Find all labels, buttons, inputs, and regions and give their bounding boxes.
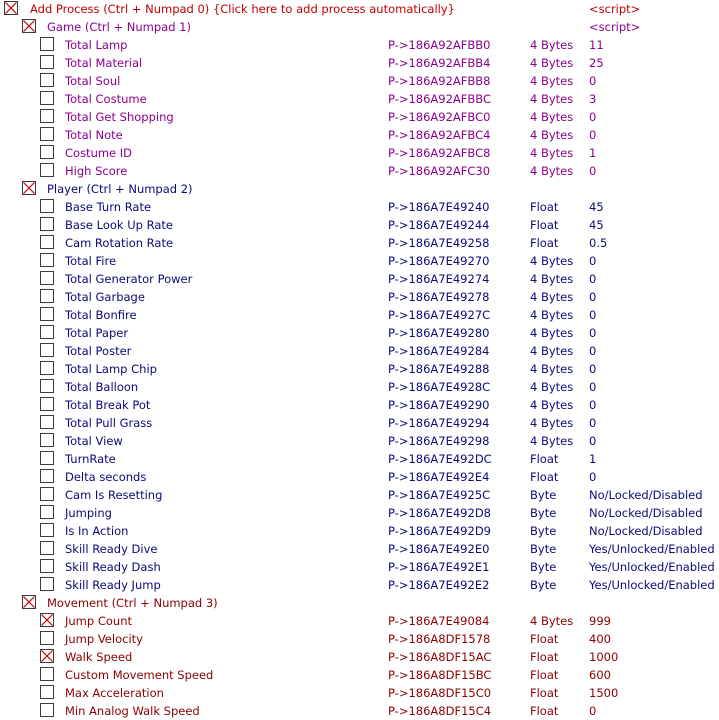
value: 11 xyxy=(589,38,604,52)
table-row-skill-ready-dash[interactable] xyxy=(0,558,719,576)
table-row-cam-is-resetting[interactable] xyxy=(0,486,719,504)
checkbox[interactable] xyxy=(40,433,54,447)
group-row-movement[interactable] xyxy=(0,594,719,612)
value: 45 xyxy=(589,200,604,214)
value: No/Locked/Disabled xyxy=(589,524,703,538)
table-row-costume-id[interactable] xyxy=(0,144,719,162)
description: Total Get Shopping xyxy=(65,110,174,124)
address: P->186A92AFC30 xyxy=(388,164,491,178)
description: Movement (Ctrl + Numpad 3) xyxy=(47,596,218,610)
address: P->186A8DF15BC xyxy=(388,668,492,682)
value-type: 4 Bytes xyxy=(530,326,574,340)
address: P->186A92AFBBC xyxy=(388,92,492,106)
checkbox[interactable] xyxy=(40,343,54,357)
value: 0 xyxy=(589,470,597,484)
value-type: Byte xyxy=(530,524,557,538)
value: 1000 xyxy=(589,650,619,664)
table-row-total-paper[interactable] xyxy=(0,324,719,342)
table-row-cam-rotation-rate[interactable] xyxy=(0,234,719,252)
checkbox-checked[interactable] xyxy=(22,19,36,33)
checkbox[interactable] xyxy=(40,703,54,717)
value-type: Float xyxy=(530,452,559,466)
table-row-turnrate[interactable] xyxy=(0,450,719,468)
table-row-total-break-pot[interactable] xyxy=(0,396,719,414)
value: 0.5 xyxy=(589,236,608,250)
checkbox[interactable] xyxy=(40,235,54,249)
checkbox[interactable] xyxy=(40,523,54,537)
x-mark-icon xyxy=(41,650,53,662)
checkbox[interactable] xyxy=(40,253,54,267)
table-row-base-look-up-rate[interactable] xyxy=(0,216,719,234)
address: P->186A8DF15C0 xyxy=(388,686,492,700)
address: P->186A92AFBC8 xyxy=(388,146,491,160)
address: P->186A7E49270 xyxy=(388,254,490,268)
description: Total Lamp Chip xyxy=(65,362,157,376)
value-type: Byte xyxy=(530,488,557,502)
description: Total Pull Grass xyxy=(65,416,153,430)
value-type: 4 Bytes xyxy=(530,254,574,268)
value-type: 4 Bytes xyxy=(530,128,574,142)
value: 0 xyxy=(589,398,597,412)
value-type: Byte xyxy=(530,506,557,520)
value: 0 xyxy=(589,416,597,430)
value-type: 4 Bytes xyxy=(530,74,574,88)
checkbox[interactable] xyxy=(40,487,54,501)
value: 0 xyxy=(589,272,597,286)
table-row-jump-count[interactable] xyxy=(0,612,719,630)
checkbox[interactable] xyxy=(40,685,54,699)
description: Cam Is Resetting xyxy=(65,488,163,502)
value-type: 4 Bytes xyxy=(530,290,574,304)
address: P->186A7E492DC xyxy=(388,452,492,466)
description: Add Process (Ctrl + Numpad 0) {Click here to add process automatically} xyxy=(30,2,455,16)
checkbox-checked[interactable] xyxy=(4,1,18,15)
value: 600 xyxy=(589,668,611,682)
checkbox[interactable] xyxy=(40,91,54,105)
checkbox[interactable] xyxy=(40,577,54,591)
table-row-total-material[interactable] xyxy=(0,54,719,72)
table-row-custom-movement-speed[interactable] xyxy=(0,666,719,684)
value-type: Float xyxy=(530,470,559,484)
value-type: Float xyxy=(530,218,559,232)
checkbox[interactable] xyxy=(40,127,54,141)
table-row-total-lamp[interactable] xyxy=(0,36,719,54)
address: P->186A7E49258 xyxy=(388,236,490,250)
address: P->186A8DF1578 xyxy=(388,632,491,646)
description: Max Acceleration xyxy=(65,686,164,700)
description: Skill Ready Dash xyxy=(65,560,161,574)
table-row-total-get-shopping[interactable] xyxy=(0,108,719,126)
table-row-total-costume[interactable] xyxy=(0,90,719,108)
description: Total Fire xyxy=(65,254,117,268)
checkbox[interactable] xyxy=(40,217,54,231)
checkbox[interactable] xyxy=(40,271,54,285)
header-row-add-process[interactable] xyxy=(0,0,719,18)
address: P->186A7E49278 xyxy=(388,290,490,304)
value-type: 4 Bytes xyxy=(530,38,574,52)
table-row-total-view[interactable] xyxy=(0,432,719,450)
checkbox-checked[interactable] xyxy=(40,649,54,663)
value: 1 xyxy=(589,146,597,160)
value: 0 xyxy=(589,380,597,394)
description: Is In Action xyxy=(65,524,129,538)
value-type: Float xyxy=(530,650,559,664)
value: 0 xyxy=(589,704,597,718)
description: Total Balloon xyxy=(65,380,139,394)
address: P->186A7E492E0 xyxy=(388,542,490,556)
checkbox[interactable] xyxy=(40,37,54,51)
value-type: 4 Bytes xyxy=(530,110,574,124)
description: Min Analog Walk Speed xyxy=(65,704,200,718)
checkbox[interactable] xyxy=(40,163,54,177)
description: Skill Ready Jump xyxy=(65,578,161,592)
table-row-total-note[interactable] xyxy=(0,126,719,144)
value: 0 xyxy=(589,254,597,268)
description: Total Poster xyxy=(65,344,132,358)
value-type: 4 Bytes xyxy=(530,416,574,430)
address: P->186A8DF15C4 xyxy=(388,704,492,718)
checkbox[interactable] xyxy=(40,505,54,519)
value: Yes/Unlocked/Enabled xyxy=(589,542,715,556)
checkbox[interactable] xyxy=(40,73,54,87)
address: P->186A7E492D9 xyxy=(388,524,491,538)
description: Total Garbage xyxy=(65,290,145,304)
group-row-player[interactable] xyxy=(0,180,719,198)
address: P->186A92AFBB0 xyxy=(388,38,491,52)
value-type: Float xyxy=(530,668,559,682)
value-type: 4 Bytes xyxy=(530,362,574,376)
address: P->186A7E49284 xyxy=(388,344,490,358)
checkbox[interactable] xyxy=(40,397,54,411)
value-type: Byte xyxy=(530,560,557,574)
description: Skill Ready Dive xyxy=(65,542,158,556)
group-row-game[interactable] xyxy=(0,18,719,36)
checkbox[interactable] xyxy=(40,451,54,465)
address: P->186A7E49290 xyxy=(388,398,490,412)
value-type: 4 Bytes xyxy=(530,272,574,286)
table-row-min-analog-walk-speed[interactable] xyxy=(0,702,719,720)
value-type: 4 Bytes xyxy=(530,398,574,412)
address: P->186A7E492E2 xyxy=(388,578,490,592)
value: 0 xyxy=(589,362,597,376)
description: Costume ID xyxy=(65,146,133,160)
value-type: 4 Bytes xyxy=(530,92,574,106)
checkbox[interactable] xyxy=(40,361,54,375)
x-mark-icon xyxy=(41,614,53,626)
description: High Score xyxy=(65,164,128,178)
description: Jump Count xyxy=(65,614,132,628)
value: 45 xyxy=(589,218,604,232)
table-row-walk-speed[interactable] xyxy=(0,648,719,666)
description: Jumping xyxy=(65,506,112,520)
table-row-jumping[interactable] xyxy=(0,504,719,522)
address: P->186A92AFBB8 xyxy=(388,74,491,88)
description: Total Costume xyxy=(65,92,147,106)
value: 1 xyxy=(589,452,597,466)
table-row-total-balloon[interactable] xyxy=(0,378,719,396)
x-mark-icon xyxy=(5,2,17,14)
description: Player (Ctrl + Numpad 2) xyxy=(47,182,193,196)
address: P->186A7E49244 xyxy=(388,218,490,232)
address: P->186A7E492D8 xyxy=(388,506,491,520)
description: Delta seconds xyxy=(65,470,147,484)
value-type: 4 Bytes xyxy=(530,164,574,178)
table-row-high-score[interactable] xyxy=(0,162,719,180)
value-type: 4 Bytes xyxy=(530,146,574,160)
x-mark-icon xyxy=(23,596,35,608)
address: P->186A7E492E1 xyxy=(388,560,490,574)
value: 25 xyxy=(589,56,604,70)
checkbox[interactable] xyxy=(40,379,54,393)
address: P->186A7E49084 xyxy=(388,614,490,628)
value: No/Locked/Disabled xyxy=(589,488,703,502)
value: Yes/Unlocked/Enabled xyxy=(589,560,715,574)
address: P->186A7E49288 xyxy=(388,362,490,376)
address: P->186A92AFBB4 xyxy=(388,56,491,70)
description: Total Note xyxy=(65,128,123,142)
checkbox[interactable] xyxy=(40,145,54,159)
value-type: 4 Bytes xyxy=(530,308,574,322)
checkbox-checked[interactable] xyxy=(40,613,54,627)
checkbox[interactable] xyxy=(40,415,54,429)
checkbox[interactable] xyxy=(40,631,54,645)
description: Base Turn Rate xyxy=(65,200,152,214)
value: 0 xyxy=(589,308,597,322)
description: Game (Ctrl + Numpad 1) xyxy=(47,20,191,34)
value: 0 xyxy=(589,326,597,340)
value: 0 xyxy=(589,164,597,178)
value-type: 4 Bytes xyxy=(530,56,574,70)
value: 400 xyxy=(589,632,611,646)
description: Total Material xyxy=(65,56,143,70)
value: 0 xyxy=(589,128,597,142)
checkbox[interactable] xyxy=(40,667,54,681)
table-row-delta-seconds[interactable] xyxy=(0,468,719,486)
description: Total View xyxy=(65,434,123,448)
checkbox[interactable] xyxy=(40,55,54,69)
address: P->186A7E49280 xyxy=(388,326,490,340)
address: P->186A7E49274 xyxy=(388,272,490,286)
table-row-total-poster[interactable] xyxy=(0,342,719,360)
checkbox[interactable] xyxy=(40,109,54,123)
checkbox-checked[interactable] xyxy=(22,181,36,195)
value-type: 4 Bytes xyxy=(530,614,574,628)
address: P->186A7E49298 xyxy=(388,434,490,448)
description: Total Bonfire xyxy=(65,308,137,322)
table-row-total-pull-grass[interactable] xyxy=(0,414,719,432)
value: 0 xyxy=(589,290,597,304)
table-row-skill-ready-dive[interactable] xyxy=(0,540,719,558)
table-row-max-acceleration[interactable] xyxy=(0,684,719,702)
address: P->186A7E492E4 xyxy=(388,470,490,484)
value: <script> xyxy=(589,20,641,34)
value: 0 xyxy=(589,344,597,358)
checkbox[interactable] xyxy=(40,199,54,213)
value: Yes/Unlocked/Enabled xyxy=(589,578,715,592)
value-type: 4 Bytes xyxy=(530,380,574,394)
description: Total Generator Power xyxy=(65,272,193,286)
value-type: 4 Bytes xyxy=(530,344,574,358)
description: Total Lamp xyxy=(65,38,128,52)
value: <script> xyxy=(589,2,641,16)
table-row-total-bonfire[interactable] xyxy=(0,306,719,324)
table-row-base-turn-rate[interactable] xyxy=(0,198,719,216)
value: 0 xyxy=(589,110,597,124)
address: P->186A7E4927C xyxy=(388,308,491,322)
table-row-is-in-action[interactable] xyxy=(0,522,719,540)
value-type: Float xyxy=(530,236,559,250)
address: P->186A92AFBC0 xyxy=(388,110,491,124)
checkbox[interactable] xyxy=(40,469,54,483)
value: 1500 xyxy=(589,686,619,700)
description: Walk Speed xyxy=(65,650,133,664)
checkbox[interactable] xyxy=(40,541,54,555)
table-row-total-garbage[interactable] xyxy=(0,288,719,306)
address: P->186A7E4925C xyxy=(388,488,491,502)
checkbox[interactable] xyxy=(40,289,54,303)
description: Total Soul xyxy=(65,74,121,88)
table-row-total-fire[interactable] xyxy=(0,252,719,270)
address: P->186A8DF15AC xyxy=(388,650,492,664)
address: P->186A7E49240 xyxy=(388,200,490,214)
value: 0 xyxy=(589,74,597,88)
description: Total Paper xyxy=(65,326,129,340)
x-mark-icon xyxy=(23,182,35,194)
value-type: 4 Bytes xyxy=(530,434,574,448)
value-type: Float xyxy=(530,632,559,646)
table-row-skill-ready-jump[interactable] xyxy=(0,576,719,594)
table-row-total-soul[interactable] xyxy=(0,72,719,90)
x-mark-icon xyxy=(23,20,35,32)
value: No/Locked/Disabled xyxy=(589,506,703,520)
description: Total Break Pot xyxy=(65,398,151,412)
address: P->186A92AFBC4 xyxy=(388,128,491,142)
value-type: Byte xyxy=(530,578,557,592)
value-type: Byte xyxy=(530,542,557,556)
value: 999 xyxy=(589,614,611,628)
description: TurnRate xyxy=(65,452,116,466)
table-row-total-generator-power[interactable] xyxy=(0,270,719,288)
description: Jump Velocity xyxy=(65,632,143,646)
checkbox[interactable] xyxy=(40,325,54,339)
address: P->186A7E4928C xyxy=(388,380,491,394)
value-type: Float xyxy=(530,704,559,718)
value: 3 xyxy=(589,92,597,106)
description: Custom Movement Speed xyxy=(65,668,214,682)
value-type: Float xyxy=(530,200,559,214)
description: Cam Rotation Rate xyxy=(65,236,174,250)
table-row-total-lamp-chip[interactable] xyxy=(0,360,719,378)
checkbox[interactable] xyxy=(40,307,54,321)
checkbox[interactable] xyxy=(40,559,54,573)
description: Base Look Up Rate xyxy=(65,218,173,232)
address: P->186A7E49294 xyxy=(388,416,490,430)
table-row-jump-velocity[interactable] xyxy=(0,630,719,648)
value: 0 xyxy=(589,434,597,448)
checkbox-checked[interactable] xyxy=(22,595,36,609)
value-type: Float xyxy=(530,686,559,700)
